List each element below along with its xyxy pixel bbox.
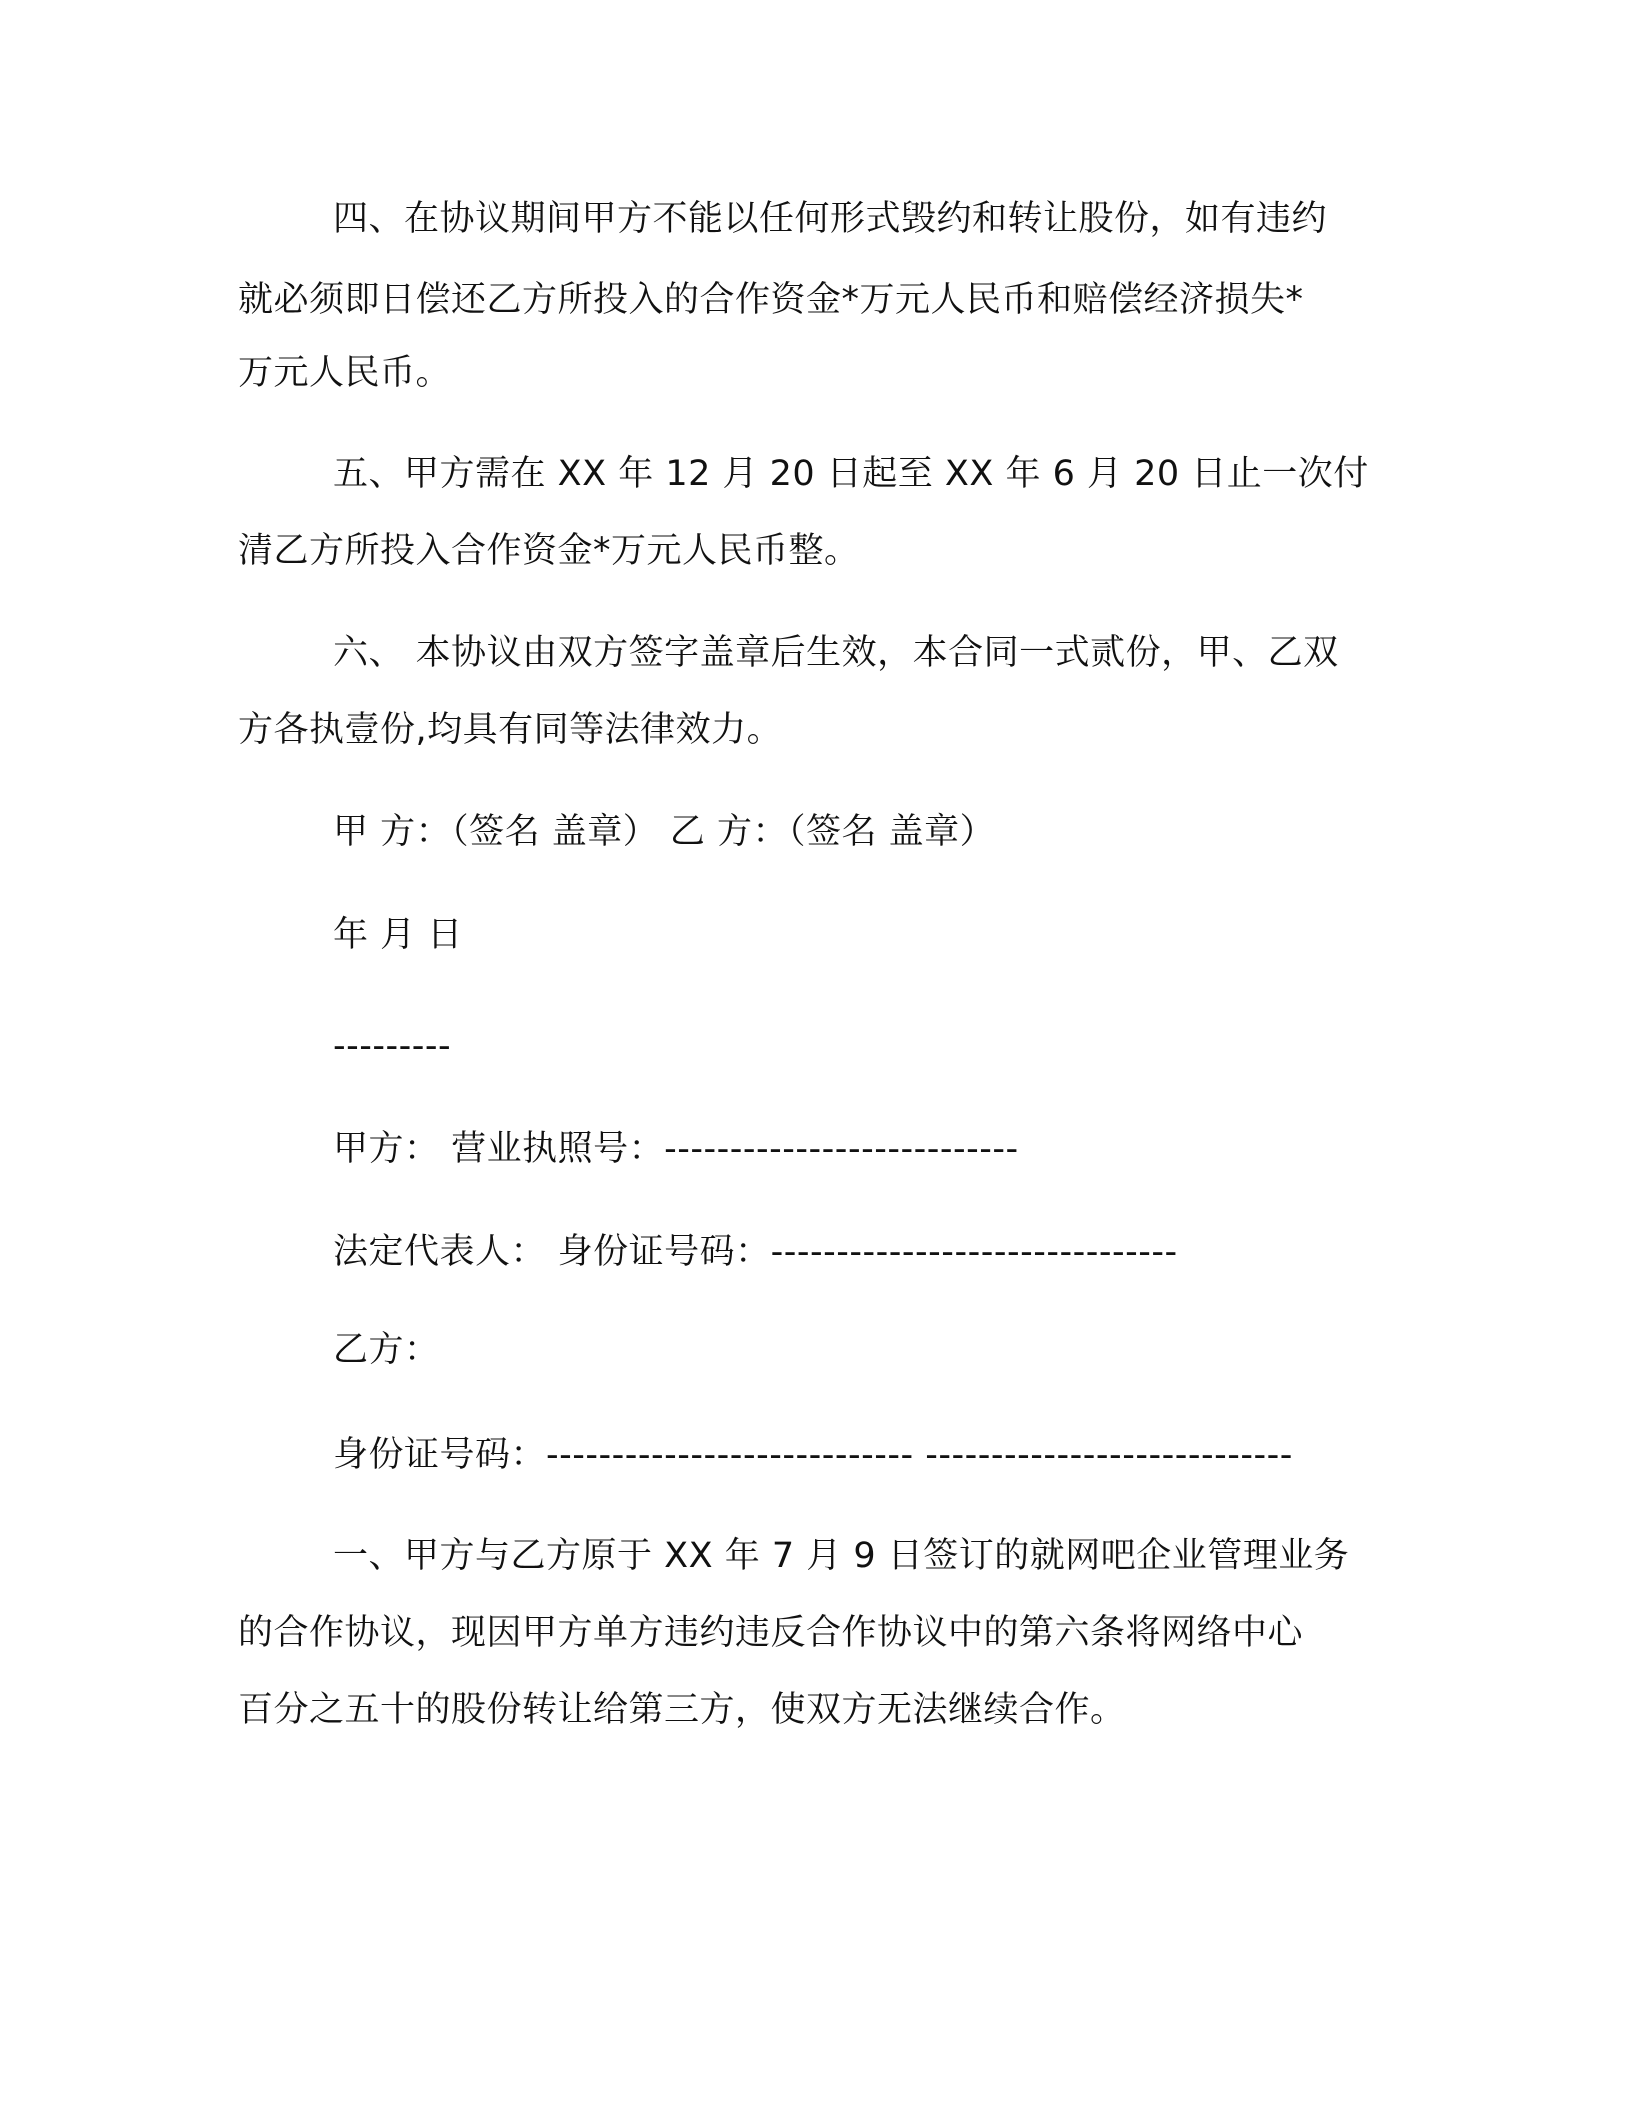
clause-1-line-1: 一、甲方与乙方原于 XX 年 7 月 9 日签订的就网吧企业管理业务 <box>333 1536 1350 1576</box>
party-a-license-line: 甲方： 营业执照号：--------------------------- <box>333 1129 1019 1169</box>
clause-5-line-1: 五、甲方需在 XX 年 12 月 20 日起至 XX 年 6 月 20 日止一次付 <box>333 454 1369 494</box>
clause-5-line-2: 清乙方所投入合作资金*万元人民币整。 <box>238 531 860 571</box>
separator-line: --------- <box>333 1026 452 1066</box>
clause-4-line-1: 四、在协议期间甲方不能以任何形式毁约和转让股份，如有违约 <box>333 199 1328 239</box>
legal-representative-line: 法定代表人： 身份证号码：------------------------------- <box>333 1232 1178 1272</box>
signature-line: 甲 方：（签名 盖章） 乙 方：（签名 盖章） <box>333 812 996 852</box>
date-line: 年 月 日 <box>333 915 463 955</box>
clause-6-line-1: 六、 本协议由双方签字盖章后生效，本合同一式贰份，甲、乙双 <box>333 633 1339 673</box>
clause-1-line-2: 的合作协议，现因甲方单方违约违反合作协议中的第六条将网络中心 <box>238 1613 1304 1653</box>
clause-4-line-3: 万元人民币。 <box>238 353 452 393</box>
clause-4-line-2: 就必须即日偿还乙方所投入的合作资金*万元人民币和赔偿经济损失* <box>238 280 1304 320</box>
clause-1-line-3: 百分之五十的股份转让给第三方，使双方无法继续合作。 <box>238 1690 1126 1730</box>
clause-6-line-2: 方各执壹份,均具有同等法律效力。 <box>238 710 783 750</box>
party-b-line: 乙方： <box>333 1330 440 1370</box>
party-b-id-line: 身份证号码：---------------------------- ---------------------------- <box>333 1435 1293 1475</box>
